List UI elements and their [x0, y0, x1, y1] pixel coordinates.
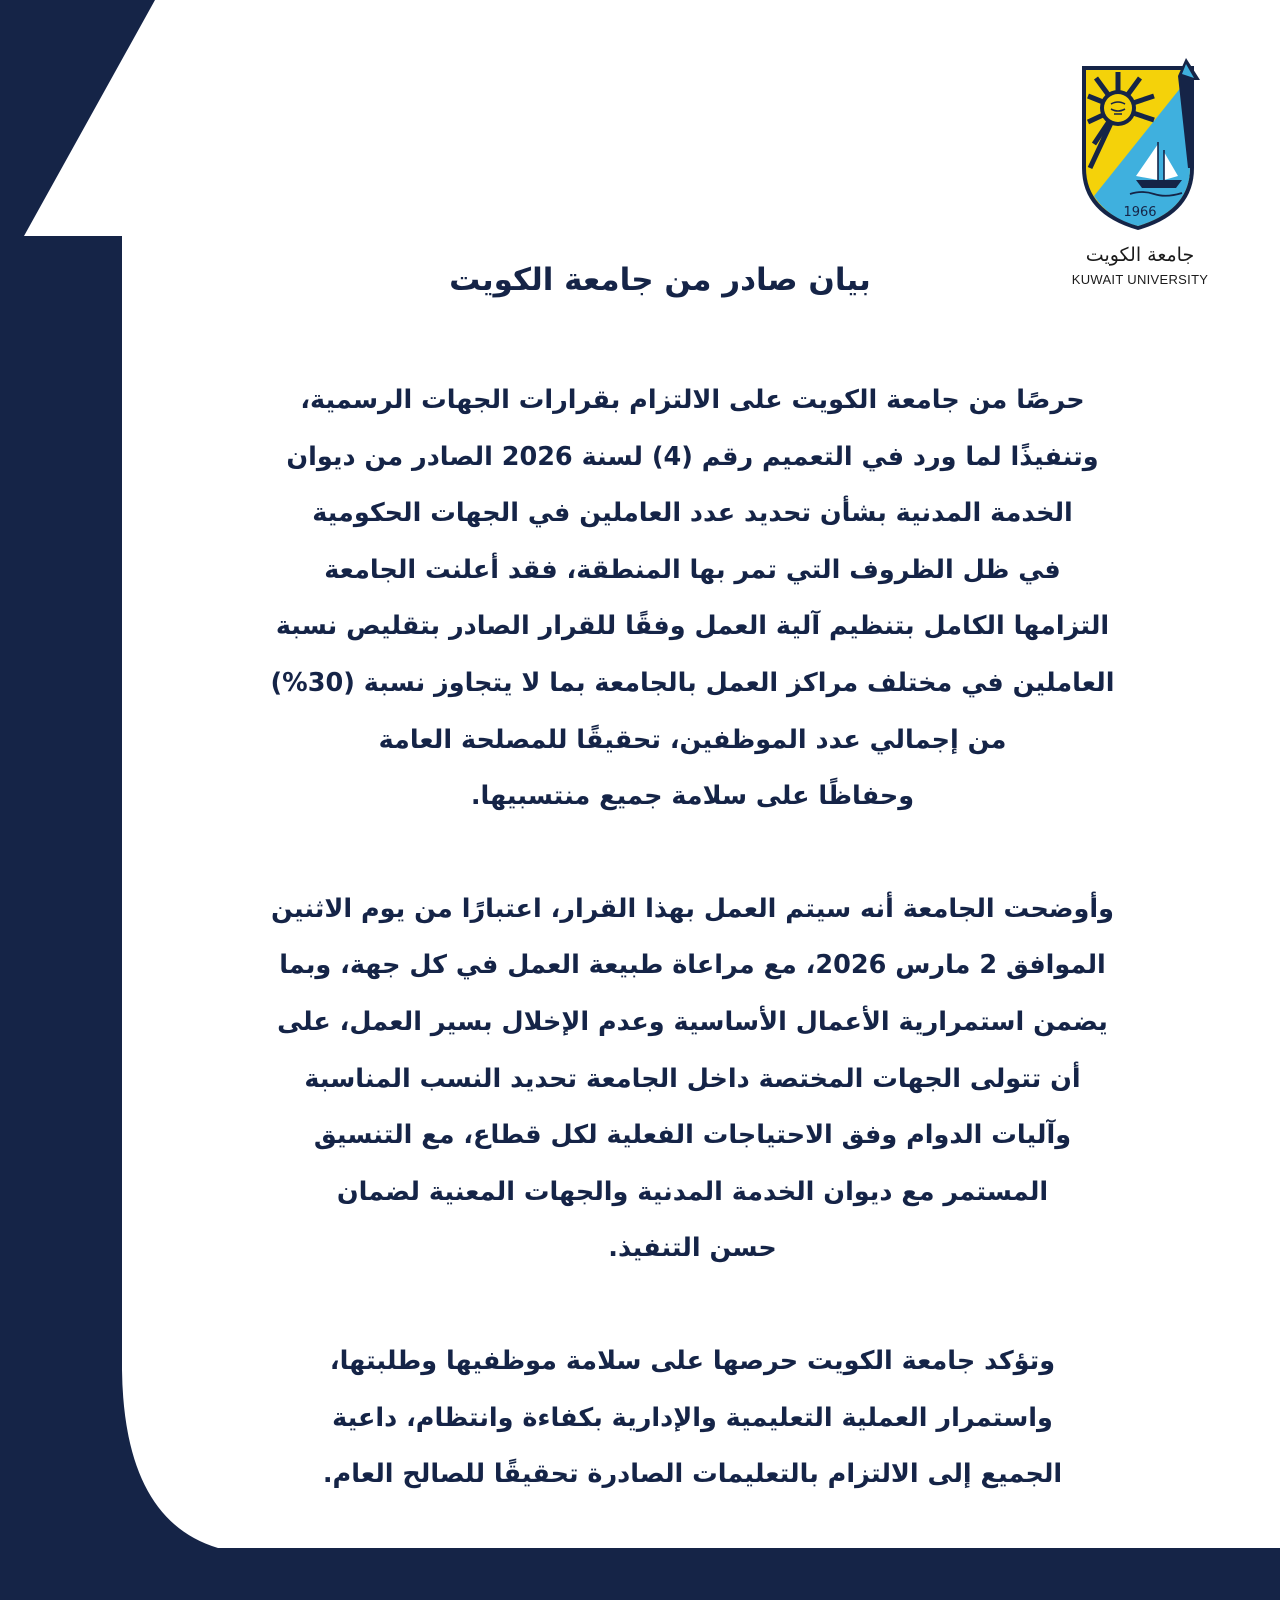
- statement-title: بيان صادر من جامعة الكويت: [449, 262, 871, 298]
- paragraph-line: أن تتولى الجهات المختصة داخل الجامعة تحديد النسب المناسبة: [304, 1063, 1081, 1094]
- paragraph-1: [175, 372, 1210, 825]
- paragraph-line: الموافق 2 مارس 2026، مع مراعاة طبيعة العمل في كل جهة، وبما: [279, 950, 1106, 981]
- paragraph-2: [175, 881, 1210, 1277]
- university-name-arabic: جامعة الكويت: [1085, 244, 1195, 266]
- paragraph-spacer: [175, 1277, 1210, 1333]
- statement-body: [175, 372, 1210, 1503]
- university-emblem-icon: [1078, 56, 1202, 232]
- paragraph-line: الجميع إلى الالتزام بالتعليمات الصادرة تحقيقًا للصالح العام.: [322, 1459, 1063, 1490]
- paragraph-line: وأوضحت الجامعة أنه سيتم العمل بهذا القرار، اعتبارًا من يوم الاثنين: [271, 893, 1114, 924]
- paragraph-line: في ظل الظروف التي تمر بها المنطقة، فقد أعلنت الجامعة: [324, 554, 1061, 585]
- paragraph-line: وتنفيذًا لما ورد في التعميم رقم (4) لسنة 2026 الصادر من ديوان: [286, 441, 1099, 472]
- paragraph-line: وآليات الدوام وفق الاحتياجات الفعلية لكل قطاع، مع التنسيق: [313, 1120, 1072, 1151]
- kuwait-university-logo: [1040, 52, 1240, 302]
- svg-text:1966: 1966: [1123, 205, 1157, 220]
- paragraph-line: من إجمالي عدد الموظفين، تحقيقًا للمصلحة العامة: [378, 724, 1007, 755]
- paragraph-line: المستمر مع ديوان الخدمة المدنية والجهات المعنية لضمان: [336, 1176, 1049, 1207]
- paragraph-line: وحفاظًا على سلامة جميع منتسبيها.: [470, 781, 915, 812]
- paragraph-line: واستمرار العملية التعليمية والإدارية بكفاءة وانتظام، داعية: [332, 1402, 1053, 1433]
- paragraph-3: [175, 1333, 1210, 1503]
- paragraph-line: يضمن استمرارية الأعمال الأساسية وعدم الإخلال بسير العمل، على: [277, 1006, 1108, 1037]
- paragraph-line: الخدمة المدنية بشأن تحديد عدد العاملين في الجهات الحكومية: [312, 498, 1073, 529]
- paragraph-line: حرصًا من جامعة الكويت على الالتزام بقرارات الجهات الرسمية،: [300, 385, 1085, 415]
- paragraph-line: وتؤكد جامعة الكويت حرصها على سلامة موظفيها وطلبتها،: [329, 1345, 1056, 1376]
- university-name-english: KUWAIT UNIVERSITY: [1071, 272, 1209, 287]
- paragraph-line: حسن التنفيذ.: [608, 1233, 777, 1264]
- paragraph-line: العاملين في مختلف مراكز العمل بالجامعة بما لا يتجاوز نسبة (30%): [270, 667, 1115, 698]
- paragraph-line: التزامها الكامل بتنظيم آلية العمل وفقًا للقرار الصادر بتقليص نسبة: [275, 611, 1110, 642]
- paragraph-spacer: [175, 825, 1210, 881]
